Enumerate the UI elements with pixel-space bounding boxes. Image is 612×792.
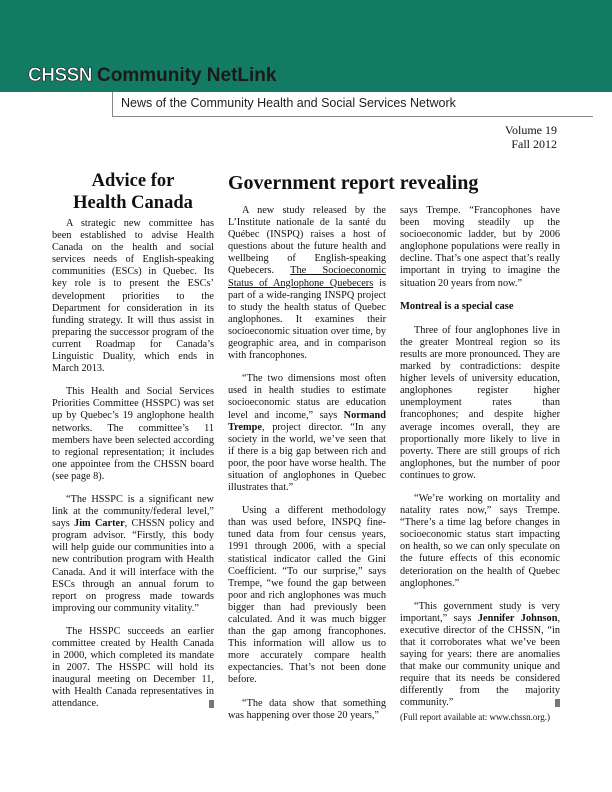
person-name: Jim Carter: [74, 518, 125, 530]
main-p1-text: A new study released by the L’Institute nationale de la santé du Québec (INSPQ) raises a host of questions about the future health and wellbeing of English-speaking Quebecers.: [228, 205, 386, 277]
main-p2-text: “The two dimensions most often used in health studies to estimate socioeconomic status are education level and income,” says: [228, 373, 386, 421]
end-mark-icon: [209, 700, 214, 708]
end-mark-icon: [555, 699, 560, 707]
main-p8-text: , executive director of the CHSSN, “in that it corroborates what we’ve been saying for years: there are anomalies that make our community unique and require that its needs be considered differently from the majority community.”: [400, 612, 561, 709]
issue-info: [505, 123, 557, 151]
main-article-col2: [400, 205, 560, 734]
subtitle-bar: [112, 92, 593, 117]
left-paragraph: [52, 626, 214, 711]
main-paragraph: [228, 373, 386, 494]
left-headline: [52, 170, 214, 214]
left-p3-text: “The HSSPC is a significant new link at the community/federal level,” says: [52, 493, 214, 530]
masthead: [28, 65, 276, 87]
main-paragraph: [400, 601, 560, 710]
left-headline-line1: Advice for: [91, 171, 175, 191]
main-p1-text: is part of a wide-ranging INSPQ project to study the health status of Quebec anglophones. It examines their socioeconomic situation over time, by geographic area, and in comparison with francophones.: [228, 277, 386, 362]
main-paragraph: “The data show that something was happening over those 20 years,”: [228, 697, 386, 721]
left-paragraph: [52, 494, 214, 615]
season-label: Fall 2012: [511, 137, 557, 151]
left-headline-line2: Health Canada: [73, 193, 193, 213]
left-p4-text: The HSSPC succeeds an earlier committee created by Health Canada in 2000, which completed its mandate in 2007. The HSSPC will hold its inaugural meeting on December 11, with Health Canada representatives in attendance.: [52, 625, 214, 710]
newsletter-title: Community NetLink: [97, 65, 277, 86]
left-article-body: [52, 218, 214, 722]
left-p3-text: , CHSSN policy and program advisor. “Firstly, this body will help guide our communities into a new contribution program with Health Canada. And it will interface with the ESCs through an annual forum to report on progress made towards improving our community vitality.”: [52, 518, 214, 614]
report-title-link[interactable]: The Socioeconomic Status of Anglophone Quebecers: [228, 265, 386, 289]
main-paragraph: Three of four anglophones live in the greater Montreal region so its results are more pronounced. They are marked by contradictions: despite higher levels of university education, anglophones register higher unemployment rates than francophones; and despite higher average incomes overall, they are proportionally more likely to live in poverty. There are still groups of rich anglophones, but the number of poor continues to grow.: [400, 324, 560, 481]
main-paragraph: [228, 205, 386, 362]
main-article-col1: [228, 205, 386, 733]
main-paragraph: says Trempe. “Francophones have been moving steadily up the socioeconomic ladder, but by 2006 anglophone populations were really in decline. That’s one aspect that’s really important in trying to imagine the situation 20 years from now.”: [400, 205, 560, 289]
person-name: Jennifer Johnson: [477, 612, 558, 624]
main-paragraph: Using a different methodology than was used before, INSPQ fine-tuned data from four census years, 1991 through 2006, with a special statistical indicator called the Gini Coefficient. “To our surprise,” says Trempe, “we found the gap between poor and rich anglophones was much bigger than had previously been calculated. And it was much bigger than the gap among francophones. This information will allow us to more accurately compare health expectancies. That’s not been done before.: [228, 505, 386, 686]
main-paragraph: “We’re working on mortality and natality rates now,” says Trempe. “There’s a time lag before changes in socioeconomic status start impacting on health, so we can only speculate on the future effects of this economic deterioration on the health of Quebec anglophones.”: [400, 492, 560, 589]
main-p8-text: “This government study is very important,” says: [400, 600, 560, 624]
section-subhead: Montreal is a special case: [400, 300, 514, 312]
left-paragraph: A strategic new committee has been established to advise Health Canada on the health and social services needs of English-speaking communities (ESCs) in Quebec. Its key role is to present the ESCs’ development priorities to the Department for consideration in its funding strategy. It will thus assist in preparing the successor program of the current Roadmap for Canada’s Linguistic Duality, which ends in March 2013.: [52, 218, 214, 375]
newsletter-subtitle: News of the Community Health and Social Services Network: [121, 96, 456, 110]
main-headline: Government report revealing: [228, 172, 479, 194]
report-note: (Full report available at: www.chssn.org.): [400, 711, 550, 722]
person-name: Normand Trempe: [228, 409, 386, 433]
main-p2-text: , project director. “In any society in the world, we’ve seen that if there is a big gap between rich and poor, the poor have worse health. The situation of anglophones in Quebec illustrates that.”: [228, 421, 386, 494]
left-paragraph: This Health and Social Services Priorities Committee (HSSPC) was set up by Quebec’s 19 anglophone health networks. The committee’s 11 members have been selected according to regional representation; it includes one appointee from the CHSSN board (see page 8).: [52, 386, 214, 482]
chssn-logo: CHSSN: [28, 65, 93, 86]
volume-label: Volume 19: [504, 123, 557, 137]
